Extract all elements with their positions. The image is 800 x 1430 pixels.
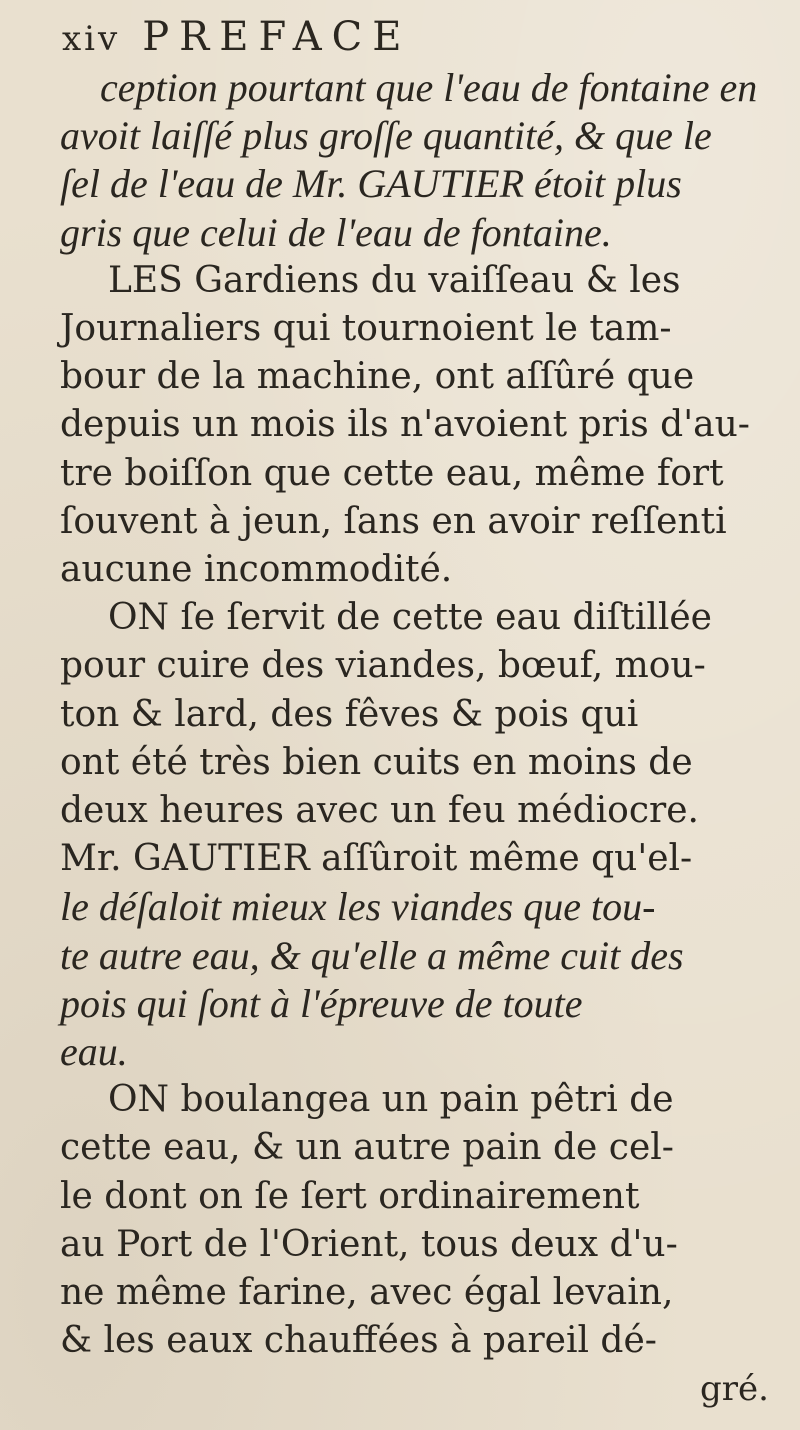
text-line: Mr. GAUTIER aſſûroit même qu'el-	[60, 838, 693, 880]
text-line: ſouvent à jeun, ſans en avoir reſſenti	[60, 500, 727, 542]
text-line: pour cuire des viandes, bœuf, mou-	[60, 645, 706, 687]
text-line: ception pourtant que l'eau de fontaine en	[100, 65, 758, 110]
text-line: au Port de l'Orient, tous deux d'u-	[60, 1223, 678, 1265]
text-line: deux heures avec un feu médiocre.	[60, 790, 699, 831]
text-line: Journaliers qui tournoient le tam-	[60, 308, 672, 349]
text-line: ont été très bien cuits en moins de	[60, 741, 693, 783]
text-line: ne même farine, avec égal levain,	[60, 1272, 674, 1313]
text-line: ſel de l'eau de Mr. GAUTIER étoit plus	[60, 161, 682, 207]
text-line: bour de la machine, ont aſſûré que	[60, 356, 695, 398]
paragraph-start: LES Gardiens du vaiſſeau & les	[108, 259, 681, 301]
text-line: gré.	[700, 1369, 769, 1410]
paragraph-start: ON boulangea un pain pêtri de	[108, 1079, 674, 1121]
text-line: avoit laiſſé plus groſſe quantité, & que le	[60, 113, 712, 159]
text-line: le déſaloit mieux les viandes que tou-	[60, 884, 656, 930]
paragraph-start: ON ſe ſervit de cette eau diſtillée	[108, 597, 712, 639]
text-line: depuis un mois ils n'avoient pris d'au-	[60, 404, 750, 446]
text-line: ton & lard, des fêves & pois qui	[60, 693, 639, 735]
text-line: eau.	[60, 1029, 128, 1074]
text-line: le dont on ſe ſert ordinairement	[60, 1175, 640, 1217]
text-line: pois qui ſont à l'épreuve de toute	[60, 980, 583, 1026]
text-line: aucune incommodité.	[60, 549, 453, 590]
text-line: & les eaux chauffées à pareil dé-	[60, 1320, 657, 1362]
text-line: tre boiſſon que cette eau, même fort	[60, 452, 724, 494]
running-title: PREFACE	[142, 14, 412, 60]
text-line: cette eau, & un autre pain de cel-	[60, 1127, 674, 1169]
page-header	[62, 14, 411, 64]
text-line: gris que celui de l'eau de fontaine.	[60, 209, 612, 255]
page-number: xiv	[62, 19, 121, 59]
text-line: te autre eau, & qu'elle a même cuit des	[60, 932, 684, 978]
